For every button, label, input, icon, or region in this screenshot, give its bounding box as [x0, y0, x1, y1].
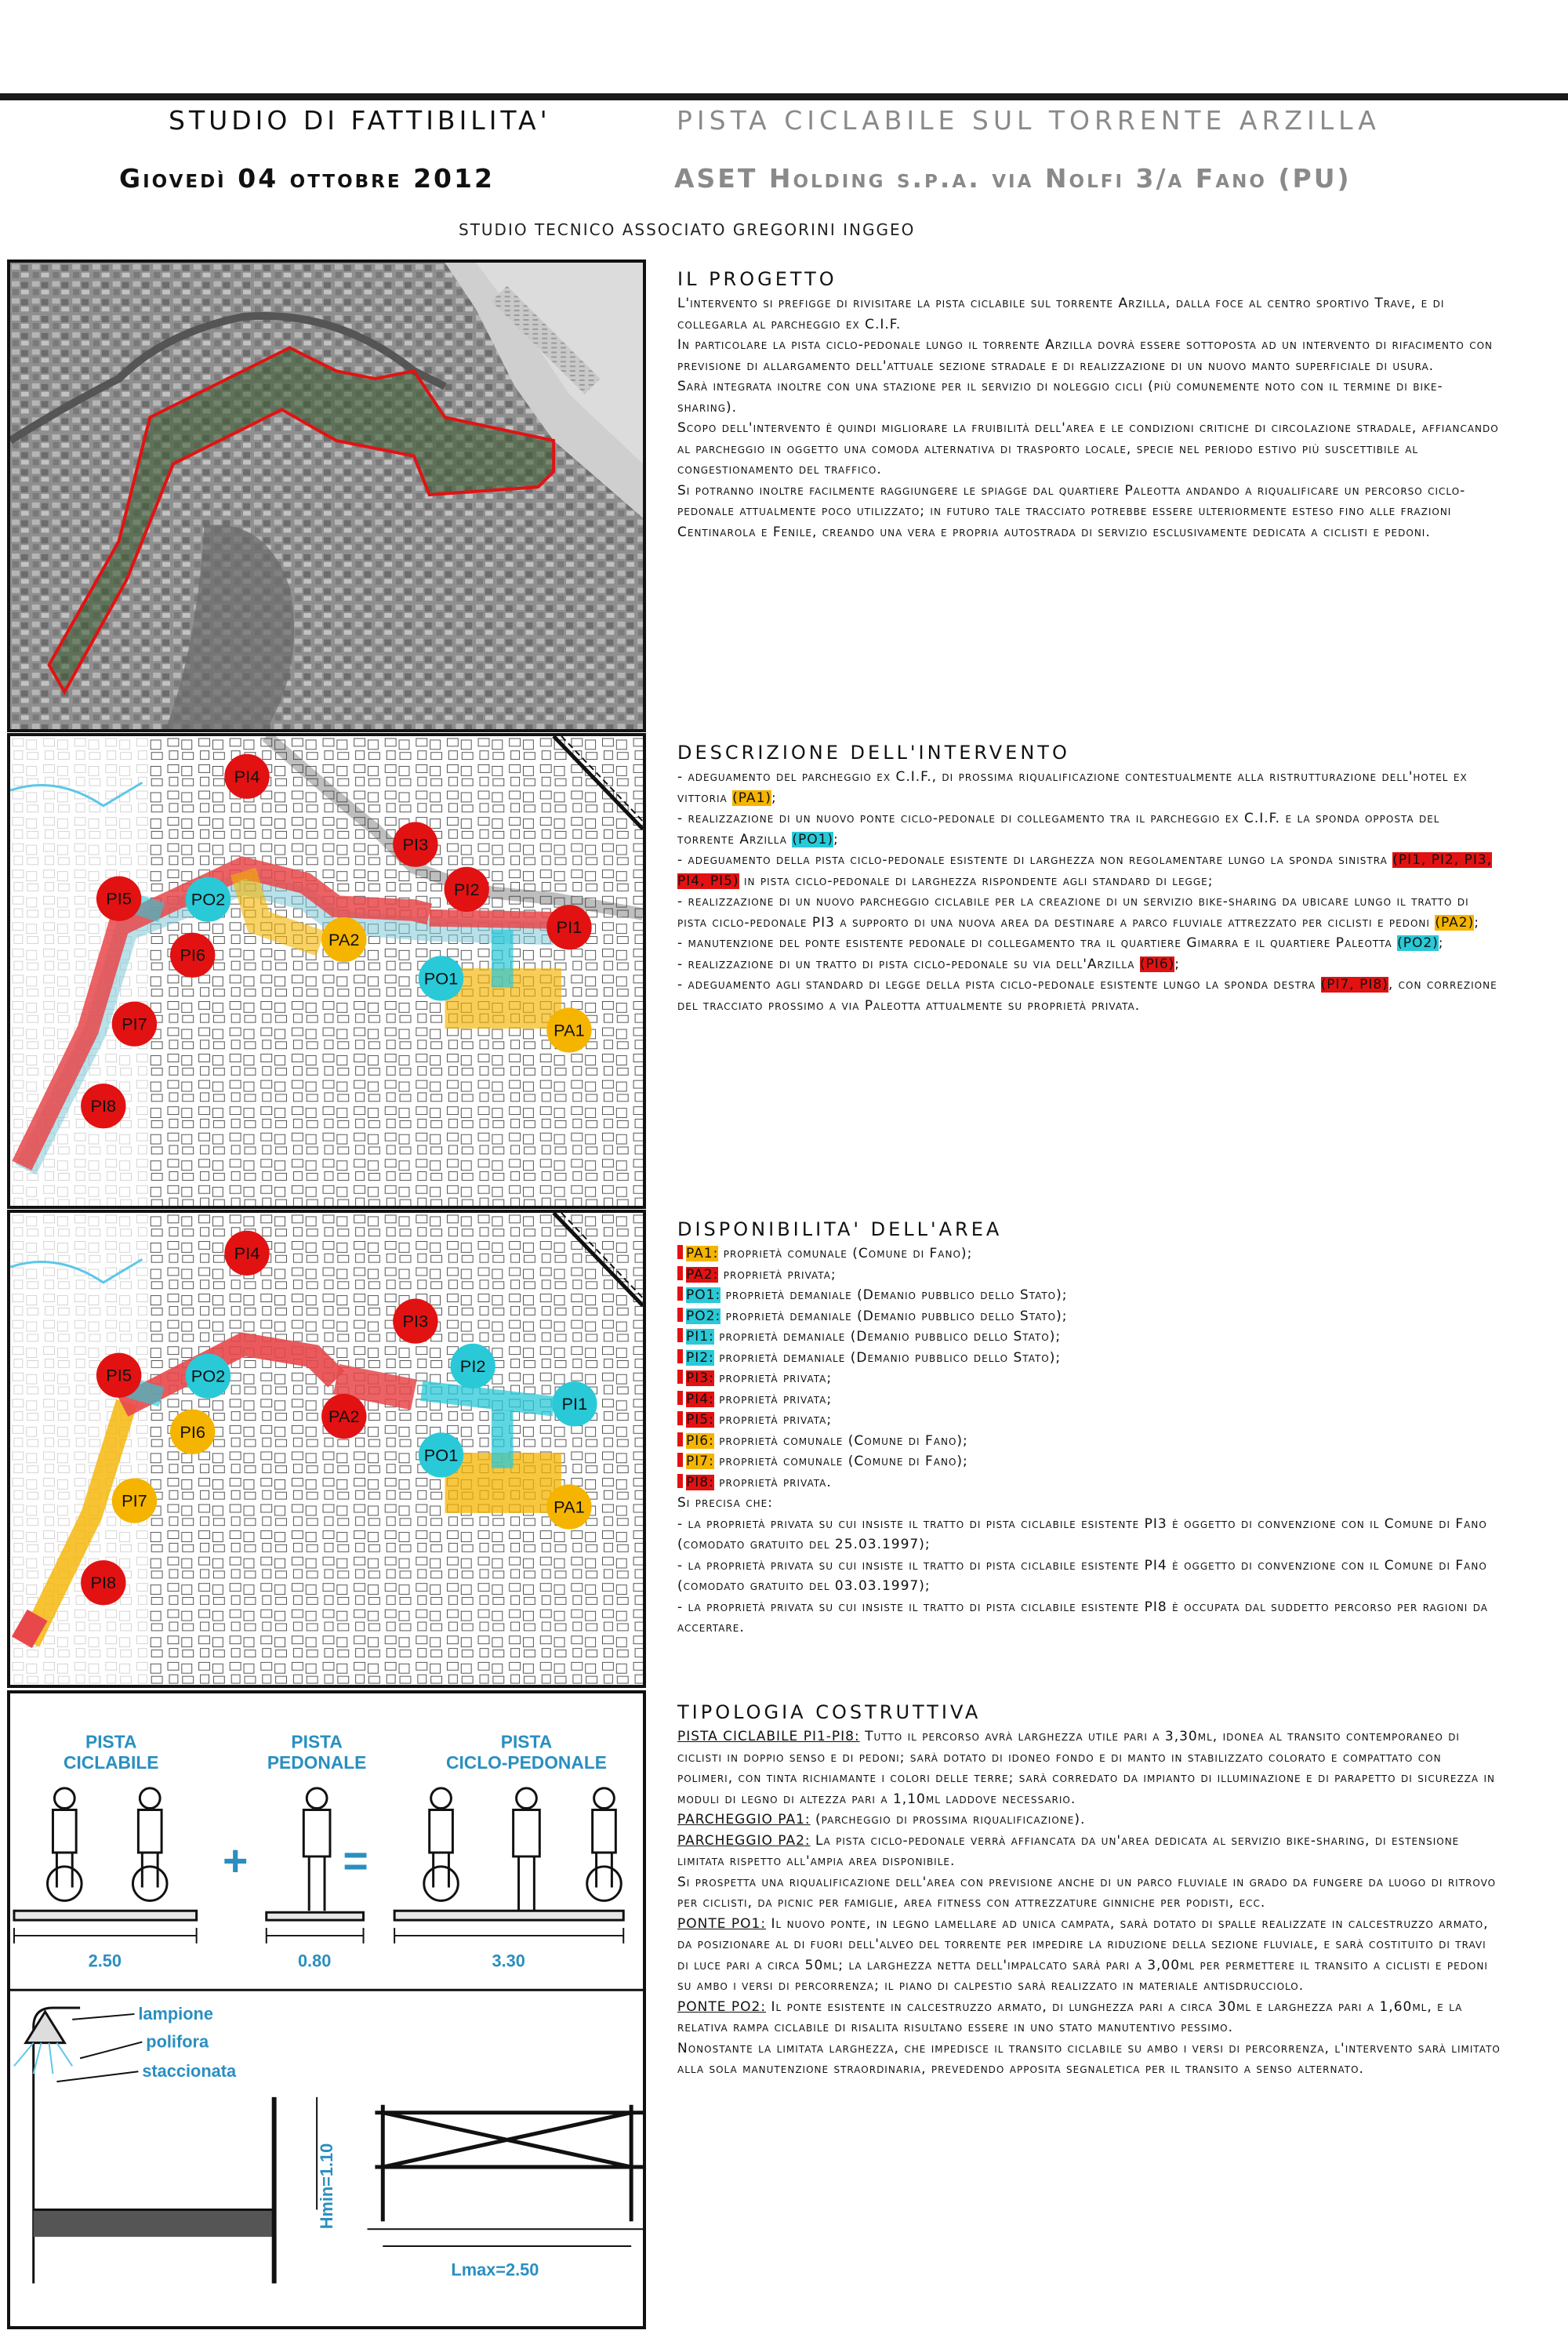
label-ciclabile: CICLABILE — [64, 1752, 159, 1773]
label-pi6: PI6 — [180, 945, 206, 965]
block: Si prospetta una riqualificazione dell'area con previsione anche di un parco fluviale in grado da fungere da luogo di ritrovo per ciclisti, da picnic per famiglie, area fitness con attrezzature ginniche per podisti, ecc. — [677, 1874, 1497, 1911]
aerial-photo — [7, 260, 646, 732]
label-pista-2: PISTA — [291, 1731, 343, 1752]
label-pi7: PI7 — [122, 1490, 147, 1511]
section-disponibilita — [677, 1217, 1501, 1639]
tag-pa2: (PA2) — [1435, 914, 1475, 931]
label-pista-3: PISTA — [500, 1731, 553, 1752]
pedestrian-icon — [303, 1788, 330, 1911]
list-item: PI8: proprietà privata. — [677, 1472, 1501, 1494]
section-progetto — [677, 267, 1501, 543]
note: - la proprietà privata su cui insiste il tratto di pista ciclabile esistente PI8 è occupata dal suddetto percorso per ragioni da accertare. — [677, 1599, 1488, 1635]
list-item: PA1: proprietà comunale (Comune di Fano); — [677, 1243, 1501, 1265]
label-po1: PO1 — [423, 968, 459, 989]
list-item: PI5: proprietà privata; — [677, 1410, 1501, 1431]
paragraph: L'intervento si prefigge di rivisitare la pista ciclabile sul torrente Arzilla, dalla foce al centro sportivo Trave, e di collegarla al parcheggio ex C.I.F. — [677, 296, 1445, 332]
tag-pi1-5: (PI1, PI2, PI3, PI4, PI5) — [677, 852, 1493, 889]
label-po2: PO2 — [191, 1366, 226, 1386]
width-ciclabile: 2.50 — [88, 1951, 122, 1971]
list-item: PI2: proprietà demaniale (Demanio pubblico dello Stato); — [677, 1348, 1501, 1369]
label-hmin: Hmin=1.10 — [316, 2143, 336, 2230]
label-pi5: PI5 — [106, 888, 132, 909]
section-title: DESCRIZIONE DELL'INTERVENTO — [677, 742, 1070, 764]
label-polifora: polifora — [146, 2031, 209, 2052]
label-pi5: PI5 — [106, 1365, 132, 1385]
tag-pi6: (PI6) — [1139, 956, 1175, 972]
paragraph: In particolare la pista ciclo-pedonale lungo il torrente Arzilla dovrà essere sottoposta ad un intervento di rifacimento con previsione di allargamento dell'attuale sezione stradale e di realizzazione di un nuovo manto superficiale di usura. — [677, 337, 1494, 374]
label-pi3: PI3 — [402, 1311, 429, 1331]
dim-hmin — [317, 2097, 336, 2229]
list-item: - realizzazione di un nuovo ponte ciclo-pedonale di collegamento tra il parcheggio ex C.I.F. e la sponda opposta del torrente Arzilla (PO1); — [677, 811, 1440, 848]
section-title: DISPONIBILITA' DELL'AREA — [677, 1218, 1003, 1240]
tag-po2: (PO2) — [1397, 935, 1439, 951]
list-item: - realizzazione di un tratto di pista ciclo-pedonale su via dell'Arzilla (PI6); — [677, 956, 1181, 972]
date: Giovedì 04 ottobre 2012 — [119, 163, 495, 194]
title-left: STUDIO DI FATTIBILITA' — [169, 105, 551, 136]
label-pi1: PI1 — [556, 917, 583, 938]
list-item: PO1: proprietà demaniale (Demanio pubblico dello Stato); — [677, 1285, 1501, 1306]
list-item: - adeguamento della pista ciclo-pedonale esistente di larghezza non regolamentare lungo la sponda sinistra (PI1, PI2, PI3, PI4, PI5) in pista ciclo-pedonale di larghezza rispondente agli standard di legge; — [677, 852, 1493, 889]
label-pi1: PI1 — [561, 1394, 588, 1414]
label-pi6: PI6 — [180, 1421, 206, 1442]
list-item: PI4: proprietà privata; — [677, 1389, 1501, 1410]
section-tipologia — [677, 1700, 1501, 2080]
map-descrizione — [7, 733, 646, 1209]
label-pi4: PI4 — [234, 766, 260, 786]
tag-pa1: (PA1) — [732, 789, 772, 806]
note: - la proprietà privata su cui insiste il tratto di pista ciclabile esistente PI3 è oggetto di convenzione con il Comune di Fano (comodato gratuito del 25.03.1997); — [677, 1515, 1487, 1552]
block: PONTE PO2: Il ponte esistente in calcestruzzo armato, di lunghezza pari a circa 30ml e larghezza pari a 1,60ml, e la relativa rampa ciclabile di risalita risultano essere in uno stato manutentivo pessimo. — [677, 1998, 1463, 2035]
list-item: - manutenzione del ponte esistente pedonale di collegamento tra il quartiere Gimarra e il quartiere Paleotta (PO2); — [677, 935, 1444, 951]
client: ASET Holding s.p.a. via Nolfi 3/a Fano (PU) — [674, 163, 1352, 194]
top-rule — [0, 93, 1568, 100]
label-pi8: PI8 — [90, 1573, 117, 1593]
label-lampione: lampione — [138, 2003, 213, 2024]
list-item: PI1: proprietà demaniale (Demanio pubblico dello Stato); — [677, 1327, 1501, 1348]
section-descrizione — [677, 740, 1501, 1016]
label-ciclo-pedonale: CICLO-PEDONALE — [446, 1752, 607, 1773]
typology-diagram — [7, 1690, 646, 2329]
label-pa2: PA2 — [328, 1406, 360, 1427]
notes-intro: Si precisa che: — [677, 1495, 773, 1511]
label-pista-1: PISTA — [85, 1731, 137, 1752]
label-pi2: PI2 — [459, 1356, 486, 1376]
list-item: PI7: proprietà comunale (Comune di Fano); — [677, 1451, 1501, 1472]
equals-sign: = — [343, 1836, 368, 1886]
label-po2: PO2 — [191, 889, 226, 909]
section-title: TIPOLOGIA COSTRUTTIVA — [677, 1701, 982, 1723]
label-pi3: PI3 — [402, 834, 429, 855]
block: PARCHEGGIO PA1: (parcheggio di prossima riqualificazione). — [677, 1812, 1086, 1828]
map-disponibilita — [7, 1210, 646, 1688]
label-staccionata: staccionata — [142, 2061, 237, 2082]
label-po1: PO1 — [423, 1445, 459, 1465]
list-item: PO2: proprietà demaniale (Demanio pubblico dello Stato); — [677, 1306, 1501, 1327]
label-pi7: PI7 — [122, 1014, 147, 1034]
list-item: - realizzazione di un nuovo parcheggio ciclabile per la creazione di un servizio bike-sharing da ubicare lungo il tratto di pista ciclo-pedonale PI3 a supporto di una nuova area da destinare a parco fluviale attrezzato per ciclisti e pedoni (PA2); — [677, 894, 1479, 931]
block: PONTE PO1: Il nuovo ponte, in legno lamellare ad unica campata, sarà dotato di spalle realizzate in calcestruzzo armato, da posizionare al di fuori dell'alveo del torrente per impedire la riduzione della sezione fluviale, e sarà costituito di travi di luce pari a circa 50ml; la larghezza netta dell'impalcato sarà pari a 3,00ml per permettere il transito a ciclisti e pedoni su ambo i versi di percorrenza; il piano di calpestio sarà realizzato in materiale antisdrucciolo. — [677, 1915, 1489, 1994]
plus-sign: + — [222, 1836, 249, 1886]
label-pi8: PI8 — [90, 1096, 117, 1116]
tag-po1: (PO1) — [792, 831, 834, 848]
label-pi4: PI4 — [234, 1243, 260, 1263]
width-ciclo-pedonale: 3.30 — [492, 1951, 525, 1971]
cyclist-icon — [48, 1788, 167, 1901]
note: - la proprietà privata su cui insiste il tratto di pista ciclabile esistente PI4 è oggetto di convenzione con il Comune di Fano (comodato gratuito del 03.03.1997); — [677, 1557, 1487, 1594]
label-pa1: PA1 — [554, 1497, 585, 1517]
list-item: PA2: proprietà privata; — [677, 1265, 1501, 1286]
width-pedonale: 0.80 — [297, 1951, 332, 1971]
block: Nonostante la limitata larghezza, che impedisce il transito ciclabile su ambo i versi di percorrenza, l'intervento sarà limitato alla sola manutenzione straordinaria, prevedendo apposita segnaletica per il transito a senso alternato. — [677, 2040, 1501, 2077]
label-pa1: PA1 — [554, 1020, 585, 1040]
label-pa2: PA2 — [328, 930, 360, 950]
label-pedonale: PEDONALE — [267, 1752, 367, 1773]
block: PARCHEGGIO PA2: La pista ciclo-pedonale verrà affiancata da un'area dedicata al servizio bike-sharing, di estensione limitata rispetto all'ampia area disponibile. — [677, 1832, 1460, 1869]
paragraph: Sarà integrata inoltre con una stazione per il servizio di noleggio cicli (più comunemente noto con il termine di bike-sharing). — [677, 379, 1443, 416]
section-title: IL PROGETTO — [677, 268, 837, 290]
list-item: - adeguamento agli standard di legge della pista ciclo-pedonale esistente lungo la sponda destra (PI7, PI8), con correzione del tracciato prossimo a via Paleotta attualmente su proprietà privata. — [677, 977, 1497, 1014]
fence-icon — [367, 2105, 643, 2229]
tag-pi7-8: (PI7, PI8) — [1320, 977, 1388, 993]
label-pi2: PI2 — [453, 879, 480, 899]
studio: STUDIO TECNICO ASSOCIATO GREGORINI INGGEO — [459, 220, 916, 239]
paragraph: Si potranno inoltre facilmente raggiungere le spiagge dal quartiere Paleotta andando a riqualificare un percorso ciclo-pedonale attualmente poco utilizzato; in futuro tale tracciato potrebbe essere ulteriormente esteso fino alle frazioni Centinarola e Fenile, creando una vera e propria autostrada di servizio esclusivamente dedicata a ciclisti e pedoni. — [677, 482, 1466, 540]
block: PISTA CICLABILE PI1-PI8: Tutto il percorso avrà larghezza utile pari a 3,30ml, idonea al transito contemporaneo di ciclisti in doppio senso e di pedoni; sarà dotato di idoneo fondo e di manto in stabilizzato colorato e compattato con polimeri, con tinta richiamante i colori delle terre; sarà corredato da impianto di illuminazione e di parapetto di sicurezza in moduli di legno di altezza pari a 1,10ml laddove necessario. — [677, 1729, 1495, 1807]
title-right: PISTA CICLABILE SUL TORRENTE ARZILLA — [677, 105, 1381, 136]
paragraph: Scopo dell'intervento è quindi migliorare la fruibilità dell'area e le condizioni critiche di circolazione stradale, affiancando al parcheggio in oggetto una comoda alternativa di trasporto locale, specie nel periodo estivo più suscettibile al congestionamento del traffico. — [677, 420, 1499, 477]
lamp-icon — [14, 2008, 80, 2284]
list-item: PI3: proprietà privata; — [677, 1368, 1501, 1389]
list-item: PI6: proprietà comunale (Comune di Fano); — [677, 1431, 1501, 1452]
cyclist-pedestrian-icon — [424, 1788, 622, 1911]
label-lmax: Lmax=2.50 — [451, 2259, 539, 2280]
list-item: - adeguamento del parcheggio ex C.I.F., di prossima riqualificazione contestualmente alla ristrutturazione dell'hotel ex vittoria (PA1); — [677, 769, 1468, 806]
